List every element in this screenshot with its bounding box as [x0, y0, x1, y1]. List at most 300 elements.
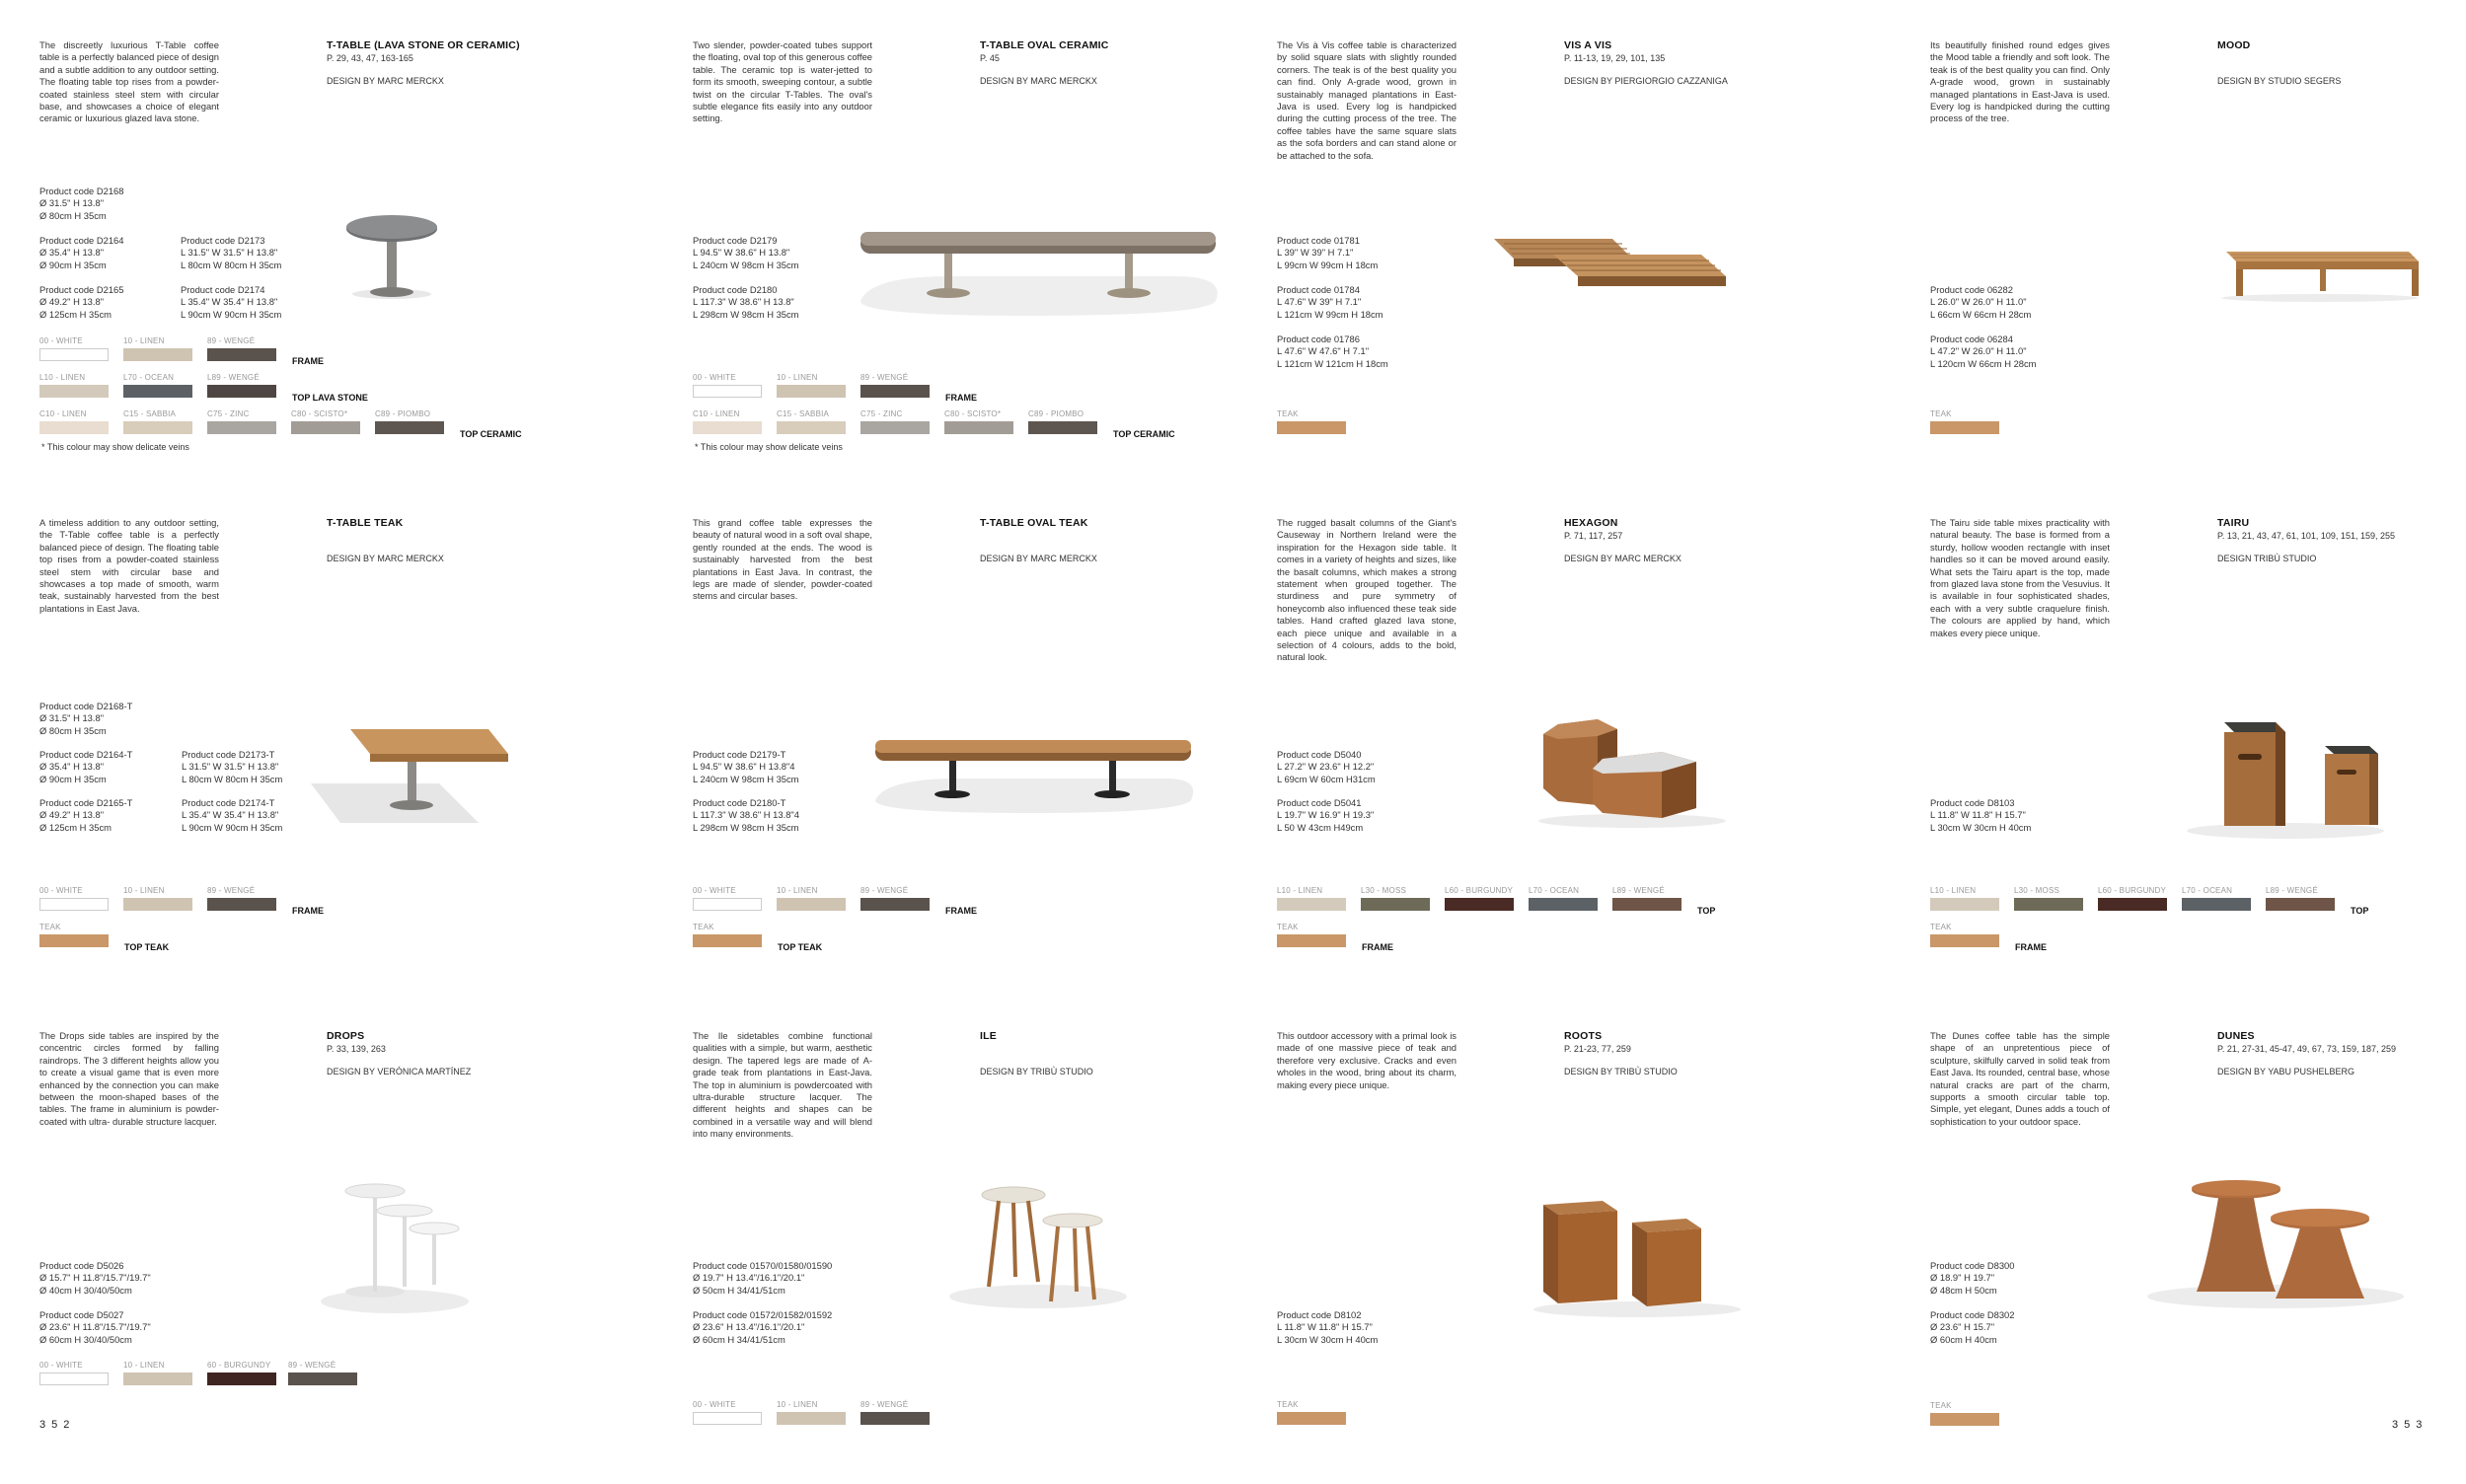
swatch-label: C75 - ZINC	[207, 409, 250, 418]
color-swatch	[693, 923, 762, 947]
dunes-tables-image	[2137, 1168, 2414, 1316]
product-code: Product code D2180	[693, 284, 778, 295]
swatch-label: 89 - WENGÉ	[860, 886, 909, 895]
product-title: T-TABLE OVAL CERAMIC	[980, 39, 1109, 51]
page-references: P. 21-23, 77, 259	[1564, 1044, 1631, 1054]
product-code: Product code D5041	[1277, 797, 1362, 808]
designer-credit: DESIGN BY MARC MERCKX	[980, 554, 1097, 563]
color-swatch	[693, 373, 762, 398]
product-cell-t-table-oval-ceramic	[653, 0, 1265, 493]
swatch-label: TEAK	[39, 923, 61, 931]
swatch-row-label: TOP TEAK	[778, 942, 823, 952]
product-code: Product code D2164-T	[39, 749, 133, 760]
color-swatch	[2014, 886, 2083, 911]
swatch-chip	[860, 898, 930, 911]
swatch-chip	[777, 898, 846, 911]
t-table-round-image	[331, 207, 469, 306]
swatch-row-label: TOP TEAK	[124, 942, 170, 952]
swatch-label: L60 - BURGUNDY	[1445, 886, 1514, 895]
swatch-chip	[693, 898, 762, 911]
dimension-metric: L 298cm W 98cm H 35cm	[693, 821, 799, 833]
product-title: HEXAGON	[1564, 517, 1618, 529]
product-code: Product code D2174-T	[182, 797, 275, 808]
page-references: P. 45	[980, 53, 1000, 63]
dimension-metric: Ø 48cm H 50cm	[1930, 1284, 1997, 1296]
color-swatch	[207, 336, 276, 361]
dimension-imperial: Ø 49.2" H 13.8"	[39, 809, 105, 821]
dimension-imperial: Ø 19.7" H 13.4"/16.1"/20.1"	[693, 1272, 805, 1284]
swatch-row-label: TOP LAVA STONE	[292, 393, 368, 403]
dimension-imperial: Ø 23.6" H 11.8"/15.7"/19.7"	[39, 1321, 151, 1333]
swatch-chip	[207, 898, 276, 911]
swatch-chip	[375, 421, 444, 434]
swatch-label: C15 - SABBIA	[777, 409, 830, 418]
swatch-chip	[777, 1412, 846, 1425]
product-cell-dunes	[1891, 991, 2466, 1484]
swatch-chip	[39, 348, 109, 361]
swatch-label: C89 - PIOMBO	[375, 409, 431, 418]
product-code-block	[1277, 284, 1383, 321]
swatch-label: L89 - WENGÉ	[1612, 886, 1665, 895]
swatch-chip	[693, 421, 762, 434]
page-references: P. 33, 139, 263	[327, 1044, 386, 1054]
roots-tables-image	[1524, 1193, 1751, 1321]
dimension-imperial: L 117.3" W 38.6" H 13.8"4	[693, 809, 799, 821]
product-code: Product code D2174	[181, 284, 265, 295]
swatch-row-label: FRAME	[2015, 942, 2047, 952]
product-description: The rugged basalt columns of the Giant's Causeway in Northern Ireland were the inspiration for the Hexagon side table. It comes in a variety of heights and sizes, like the basalt columns, which makes a strong statement when grouped together. The sturdiness and pure symmetry of honeycomb also influenced these teak side tables. Hand crafted glazed lava stone, each piece unique and available in a selection of 4 colours, adds to the bold, natural look.	[1277, 517, 1457, 663]
designer-credit: DESIGN BY TRIBÙ STUDIO	[980, 1067, 1093, 1076]
product-description: A timeless addition to any outdoor setting, the T-Table coffee table is a perfectly balanced piece of design. The floating table top rises from a powder-coated stainless steel stem with circular base and showcases a top made of smooth, warm teak, sustainably harvested from the best plantations in East Java.	[39, 517, 219, 614]
swatch-label: TEAK	[1277, 409, 1299, 418]
swatch-chip	[39, 1373, 109, 1385]
designer-credit: DESIGN BY MARC MERCKX	[1564, 554, 1681, 563]
swatch-label: L70 - OCEAN	[2182, 886, 2233, 895]
dimension-imperial: L 39" W 39" H 7.1"	[1277, 247, 1354, 259]
oval-teak-table-image	[851, 729, 1216, 818]
swatch-label: 10 - LINEN	[777, 886, 818, 895]
swatch-label: 00 - WHITE	[693, 1400, 736, 1409]
swatch-label: 00 - WHITE	[693, 373, 736, 382]
color-swatch	[2182, 886, 2251, 911]
color-swatch	[2266, 886, 2335, 911]
footnote: * This colour may show delicate veins	[695, 442, 843, 452]
dimension-imperial: Ø 18.9" H 19.7"	[1930, 1272, 1995, 1284]
color-swatch	[1612, 886, 1681, 911]
product-code: Product code D2165	[39, 284, 124, 295]
color-swatch	[1445, 886, 1514, 911]
swatch-chip	[1930, 934, 1999, 947]
swatch-label: TEAK	[1930, 409, 1952, 418]
product-cell-tairu	[1891, 478, 2466, 971]
page-number-left: 352	[39, 1419, 76, 1431]
color-swatch	[123, 373, 192, 398]
dimension-metric: L 30cm W 30cm H 40cm	[1277, 1333, 1379, 1345]
swatch-chip	[2182, 898, 2251, 911]
dimension-metric: Ø 125cm H 35cm	[39, 821, 112, 833]
product-code: Product code D8102	[1277, 1309, 1362, 1320]
mood-table-image	[2211, 237, 2429, 306]
product-cell-t-table-oval-teak	[653, 478, 1265, 971]
color-swatch	[1930, 409, 1999, 434]
swatch-chip	[207, 1373, 276, 1385]
product-code-block	[693, 235, 799, 271]
designer-credit: DESIGN BY TRIBÙ STUDIO	[1564, 1067, 1678, 1076]
swatch-label: C89 - PIOMBO	[1028, 409, 1084, 418]
swatch-label: C10 - LINEN	[39, 409, 87, 418]
product-code: Product code D5040	[1277, 749, 1362, 760]
product-code: Product code 01781	[1277, 235, 1360, 246]
page-number-right: 353	[2392, 1419, 2429, 1431]
product-code-block	[39, 235, 123, 271]
swatch-chip	[2014, 898, 2083, 911]
dimension-imperial: Ø 15.7" H 11.8"/15.7"/19.7"	[39, 1272, 151, 1284]
product-description: The Dunes coffee table has the simple shape of an unpretentious piece of sculpture, skilfully carved in solid teak from East Java. Its rounded, central base, whose natural cracks are part of the charm, supports a smooth circular table top. Simple, yet elegant, Dunes adds a touch of sophistication to your outdoor space.	[1930, 1030, 2110, 1127]
dimension-imperial: L 11.8" W 11.8" H 15.7"	[1930, 809, 2026, 821]
swatch-label: TEAK	[1277, 1400, 1299, 1409]
color-swatch	[291, 409, 360, 434]
dimension-metric: L 298cm W 98cm H 35cm	[693, 308, 799, 320]
product-code: Product code D2180-T	[693, 797, 786, 808]
product-code: Product code D2168-T	[39, 701, 133, 711]
swatch-chip	[123, 1373, 192, 1385]
product-title: DROPS	[327, 1030, 365, 1042]
page-references: P. 13, 21, 43, 47, 61, 101, 109, 151, 159, 255	[2217, 531, 2395, 541]
swatch-chip	[777, 385, 846, 398]
swatch-label: TEAK	[1930, 923, 1952, 931]
swatch-chip	[1445, 898, 1514, 911]
color-swatch	[207, 409, 276, 434]
swatch-chip	[2098, 898, 2167, 911]
dimension-imperial: Ø 49.2" H 13.8"	[39, 296, 105, 308]
swatch-label: C80 - SCISTO*	[291, 409, 348, 418]
dimension-metric: L 80cm W 80cm H 35cm	[181, 259, 282, 270]
product-code-block	[693, 284, 799, 321]
dimension-metric: Ø 80cm H 35cm	[39, 209, 107, 221]
product-description: The Drops side tables are inspired by the concentric circles formed by falling raindrops. The 3 different heights allow you to create a visual game that is even more enhanced by the connection you can make between the moon-shaped bases of the tables. The frame in aluminium is powder-coated with ultra- durable structure lacquer.	[39, 1030, 219, 1127]
swatch-label: 00 - WHITE	[39, 1361, 83, 1370]
swatch-label: C80 - SCISTO*	[944, 409, 1002, 418]
product-code-block	[1930, 797, 2031, 834]
product-code-block	[39, 1260, 151, 1297]
product-code-block	[1930, 334, 2037, 370]
color-swatch	[123, 409, 192, 434]
swatch-chip	[2266, 898, 2335, 911]
color-swatch	[777, 886, 846, 911]
dimension-imperial: L 94.5" W 38.6" H 13.8"	[693, 247, 790, 259]
swatch-row-label: FRAME	[292, 356, 324, 366]
dimension-imperial: L 26.0" W 26.0" H 11.0"	[1930, 296, 2027, 308]
swatch-chip	[1277, 421, 1346, 434]
swatch-chip	[1930, 421, 1999, 434]
designer-credit: DESIGN BY MARC MERCKX	[327, 76, 444, 86]
product-title: T-TABLE (LAVA STONE OR CERAMIC)	[327, 39, 520, 51]
dimension-metric: L 240cm W 98cm H 35cm	[693, 259, 799, 270]
footnote: * This colour may show delicate veins	[41, 442, 189, 452]
product-code-block	[182, 797, 282, 834]
product-code: Product code 01572/01582/01592	[693, 1309, 833, 1320]
swatch-chip	[1529, 898, 1598, 911]
swatch-chip	[288, 1373, 357, 1385]
vis-a-vis-table-image	[1484, 227, 1741, 296]
product-cell-drops	[0, 991, 612, 1484]
product-code-block	[693, 749, 799, 785]
swatch-label: TEAK	[693, 923, 714, 931]
swatch-label: L89 - WENGÉ	[2266, 886, 2318, 895]
dimension-metric: Ø 60cm H 40cm	[1930, 1333, 1997, 1345]
swatch-chip	[860, 1412, 930, 1425]
designer-credit: DESIGN BY PIERGIORGIO CAZZANIGA	[1564, 76, 1728, 86]
color-swatch	[39, 373, 109, 398]
dimension-metric: Ø 50cm H 34/41/51cm	[693, 1284, 785, 1296]
product-cell-hexagon	[1237, 478, 1849, 971]
product-code: Product code D2179-T	[693, 749, 786, 760]
dimension-metric: L 30cm W 30cm H 40cm	[1930, 821, 2032, 833]
dimension-imperial: Ø 31.5" H 13.8"	[39, 197, 105, 209]
color-swatch	[1277, 886, 1346, 911]
swatch-label: L10 - LINEN	[1277, 886, 1323, 895]
dimension-metric: Ø 125cm H 35cm	[39, 308, 112, 320]
color-swatch	[123, 336, 192, 361]
color-swatch	[39, 336, 109, 361]
color-swatch	[777, 373, 846, 398]
swatch-chip	[39, 898, 109, 911]
product-cell-mood	[1891, 0, 2466, 493]
swatch-label: TEAK	[1277, 923, 1299, 931]
product-code: Product code 01784	[1277, 284, 1360, 295]
swatch-label: TEAK	[1930, 1401, 1952, 1410]
swatch-chip	[123, 385, 192, 398]
color-swatch	[1277, 1400, 1346, 1425]
designer-credit: DESIGN BY STUDIO SEGERS	[2217, 76, 2342, 86]
dimension-imperial: L 35.4" W 35.4" H 13.8"	[182, 809, 279, 821]
color-swatch	[1930, 923, 1999, 947]
dimension-imperial: Ø 23.6" H 13.4"/16.1"/20.1"	[693, 1321, 805, 1333]
swatch-label: L10 - LINEN	[1930, 886, 1977, 895]
drops-tables-image	[316, 1163, 484, 1321]
swatch-row-label: FRAME	[945, 393, 977, 403]
product-code: Product code D2173	[181, 235, 265, 246]
color-swatch	[860, 1400, 930, 1425]
swatch-row-label: FRAME	[292, 906, 324, 916]
swatch-label: C75 - ZINC	[860, 409, 903, 418]
swatch-label: 60 - BURGUNDY	[207, 1361, 271, 1370]
color-swatch	[39, 886, 109, 911]
product-code: Product code D2179	[693, 235, 778, 246]
dimension-metric: L 90cm W 90cm H 35cm	[181, 308, 282, 320]
color-swatch	[693, 1400, 762, 1425]
color-swatch	[288, 1361, 357, 1385]
dimension-metric: L 80cm W 80cm H 35cm	[182, 773, 283, 784]
swatch-label: L10 - LINEN	[39, 373, 86, 382]
dimension-imperial: L 117.3" W 38.6" H 13.8"	[693, 296, 794, 308]
product-code-block	[1930, 284, 2031, 321]
product-cell-ile	[653, 991, 1265, 1484]
designer-credit: DESIGN BY MARC MERCKX	[327, 554, 444, 563]
dimension-metric: L 99cm W 99cm H 18cm	[1277, 259, 1379, 270]
dimension-metric: Ø 90cm H 35cm	[39, 773, 107, 784]
dimension-imperial: L 47.6" W 47.6" H 7.1"	[1277, 345, 1370, 357]
product-description: This outdoor accessory with a primal look is made of one massive piece of teak and therefore very exclusive. Cracks and even wholes in the wood, bring about its charm, making every piece unique.	[1277, 1030, 1457, 1090]
dimension-metric: Ø 60cm H 30/40/50cm	[39, 1333, 132, 1345]
product-code: Product code D8302	[1930, 1309, 2015, 1320]
swatch-chip	[123, 348, 192, 361]
hexagon-tables-image	[1524, 714, 1741, 833]
color-swatch	[777, 1400, 846, 1425]
swatch-chip	[860, 385, 930, 398]
product-code-block	[1277, 334, 1388, 370]
swatch-label: 10 - LINEN	[123, 336, 165, 345]
color-swatch	[207, 886, 276, 911]
dimension-imperial: L 27.2" W 23.6" H 12.2"	[1277, 761, 1375, 773]
product-code-block	[1930, 1309, 2014, 1346]
dimension-metric: L 121cm W 99cm H 18cm	[1277, 308, 1383, 320]
product-code: Product code D5027	[39, 1309, 124, 1320]
designer-credit: DESIGN BY VERÓNICA MARTÍNEZ	[327, 1067, 472, 1076]
product-title: T-TABLE TEAK	[327, 517, 404, 529]
swatch-label: L70 - OCEAN	[1529, 886, 1580, 895]
dimension-imperial: L 47.2" W 26.0" H 11.0"	[1930, 345, 2027, 357]
dimension-metric: L 90cm W 90cm H 35cm	[182, 821, 283, 833]
product-code-block	[1277, 235, 1378, 271]
color-swatch	[1529, 886, 1598, 911]
color-swatch	[1277, 409, 1346, 434]
dimension-metric: L 121cm W 121cm H 18cm	[1277, 357, 1388, 369]
color-swatch	[123, 886, 192, 911]
product-description: The discreetly luxurious T-Table coffee table is a perfectly balanced piece of design and a subtle addition to any outdoor setting. The floating table top rises from a powder-coated stainless steel stem with circular base, and showcases a choice of elegant ceramic or luxurious glazed lava stone.	[39, 39, 219, 124]
color-swatch	[860, 373, 930, 398]
designer-credit: DESIGN BY MARC MERCKX	[980, 76, 1097, 86]
swatch-label: 89 - WENGÉ	[207, 336, 256, 345]
oval-table-image	[831, 222, 1245, 321]
product-description: Two slender, powder-coated tubes support the floating, oval top of this generous coffee table. The ceramic top is water-jetted to form its smooth, sweeping contour, a subtle twist on the circular T-Tables. The oval's subtle elegance fits easily into any outdoor setting.	[693, 39, 872, 124]
swatch-row-label: TOP CERAMIC	[1113, 429, 1175, 439]
dimension-metric: Ø 90cm H 35cm	[39, 259, 107, 270]
swatch-label: 10 - LINEN	[123, 886, 165, 895]
swatch-label: L30 - MOSS	[2014, 886, 2060, 895]
dimension-imperial: Ø 23.6" H 15.7"	[1930, 1321, 1995, 1333]
product-code-block	[182, 749, 282, 785]
dimension-imperial: L 19.7" W 16.9" H 19.3"	[1277, 809, 1375, 821]
dimension-imperial: L 47.6" W 39" H 7.1"	[1277, 296, 1362, 308]
product-description: The Ile sidetables combine functional qualities with a simple, but warm, aesthetic design. The tapered legs are made of A-grade teak from plantations in East-Java. The top in aluminium is powdercoated with ultra-durable structure lacquer. The different heights and shapes can be combined in a versatile way and will blend into many environments.	[693, 1030, 872, 1140]
swatch-chip	[1277, 898, 1346, 911]
color-swatch	[1361, 886, 1430, 911]
swatch-label: L30 - MOSS	[1361, 886, 1407, 895]
product-code-block	[1277, 749, 1376, 785]
swatch-chip	[207, 385, 276, 398]
swatch-row-label: TOP	[1697, 906, 1716, 916]
product-code: Product code D2173-T	[182, 749, 275, 760]
swatch-label: C15 - SABBIA	[123, 409, 177, 418]
swatch-label: 89 - WENGÉ	[288, 1361, 336, 1370]
product-title: DUNES	[2217, 1030, 2255, 1042]
tairu-tables-image	[2177, 714, 2404, 843]
dimension-metric: L 50 W 43cm H49cm	[1277, 821, 1364, 833]
color-swatch	[860, 886, 930, 911]
dimension-imperial: L 31.5" W 31.5" H 13.8"	[181, 247, 278, 259]
product-code-block	[1930, 1260, 2014, 1297]
color-swatch	[1277, 923, 1346, 947]
page-references: P. 11-13, 19, 29, 101, 135	[1564, 53, 1666, 63]
color-swatch	[1930, 1401, 1999, 1426]
swatch-chip	[123, 421, 192, 434]
product-code: Product code D8103	[1930, 797, 2015, 808]
swatch-label: L70 - OCEAN	[123, 373, 175, 382]
color-swatch	[39, 409, 109, 434]
product-description: The Vis à Vis coffee table is characterized by solid square slats with slightly rounded corners. The teak is of the best quality you can find. Only A-grade wood, grown in sustainably managed plantations in East-Java is used. Every log is handpicked during the cutting process of the tree. The coffee tables have the same square slats as the sofa borders and can stand alone or be attached to the sofa.	[1277, 39, 1457, 161]
product-code-block	[181, 284, 281, 321]
swatch-row-label: TOP CERAMIC	[460, 429, 522, 439]
product-cell-roots	[1237, 991, 1849, 1484]
product-code-block	[39, 701, 132, 737]
product-cell-t-table-teak	[0, 478, 612, 971]
product-title: ILE	[980, 1030, 997, 1042]
swatch-chip	[693, 934, 762, 947]
swatch-label: 10 - LINEN	[123, 1361, 165, 1370]
swatch-label: 89 - WENGÉ	[860, 1400, 909, 1409]
swatch-chip	[123, 898, 192, 911]
swatch-chip	[860, 421, 930, 434]
color-swatch	[2098, 886, 2167, 911]
product-code: Product code 01786	[1277, 334, 1360, 344]
dimension-imperial: Ø 31.5" H 13.8"	[39, 712, 105, 724]
dimension-metric: Ø 60cm H 34/41/51cm	[693, 1333, 785, 1345]
designer-credit: DESIGN TRIBÙ STUDIO	[2217, 554, 2317, 563]
dimension-imperial: Ø 35.4" H 13.8"	[39, 247, 105, 259]
product-title: ROOTS	[1564, 1030, 1603, 1042]
swatch-chip	[39, 385, 109, 398]
swatch-label: 10 - LINEN	[777, 373, 818, 382]
product-code: Product code 06282	[1930, 284, 2013, 295]
swatch-label: 00 - WHITE	[693, 886, 736, 895]
product-code-block	[693, 1309, 832, 1346]
dimension-imperial: L 31.5" W 31.5" H 13.8"	[182, 761, 279, 773]
t-table-teak-image	[301, 724, 528, 833]
product-cell-vis-a-vis	[1237, 0, 1849, 493]
swatch-chip	[1612, 898, 1681, 911]
color-swatch	[693, 409, 762, 434]
product-code-block	[693, 797, 799, 834]
product-code: Product code D2165-T	[39, 797, 133, 808]
swatch-chip	[1277, 1412, 1346, 1425]
swatch-chip	[944, 421, 1013, 434]
product-code-block	[39, 1309, 151, 1346]
swatch-chip	[1277, 934, 1346, 947]
swatch-chip	[1028, 421, 1097, 434]
product-code: Product code D8300	[1930, 1260, 2015, 1271]
designer-credit: DESIGN BY YABU PUSHELBERG	[2217, 1067, 2355, 1076]
swatch-label: L60 - BURGUNDY	[2098, 886, 2167, 895]
dimension-imperial: Ø 35.4" H 13.8"	[39, 761, 105, 773]
swatch-chip	[693, 385, 762, 398]
page-references: P. 29, 43, 47, 163-165	[327, 53, 413, 63]
color-swatch	[207, 1361, 276, 1385]
product-code-block	[1277, 1309, 1378, 1346]
swatch-chip	[39, 934, 109, 947]
color-swatch	[123, 1361, 192, 1385]
swatch-chip	[207, 348, 276, 361]
dimension-imperial: L 11.8" W 11.8" H 15.7"	[1277, 1321, 1373, 1333]
product-code: Product code 01570/01580/01590	[693, 1260, 833, 1271]
product-code-block	[39, 186, 123, 222]
color-swatch	[1028, 409, 1097, 434]
swatch-label: 89 - WENGÉ	[860, 373, 909, 382]
product-code-block	[39, 749, 132, 785]
dimension-metric: L 240cm W 98cm H 35cm	[693, 773, 799, 784]
color-swatch	[207, 373, 276, 398]
swatch-label: 89 - WENGÉ	[207, 886, 256, 895]
